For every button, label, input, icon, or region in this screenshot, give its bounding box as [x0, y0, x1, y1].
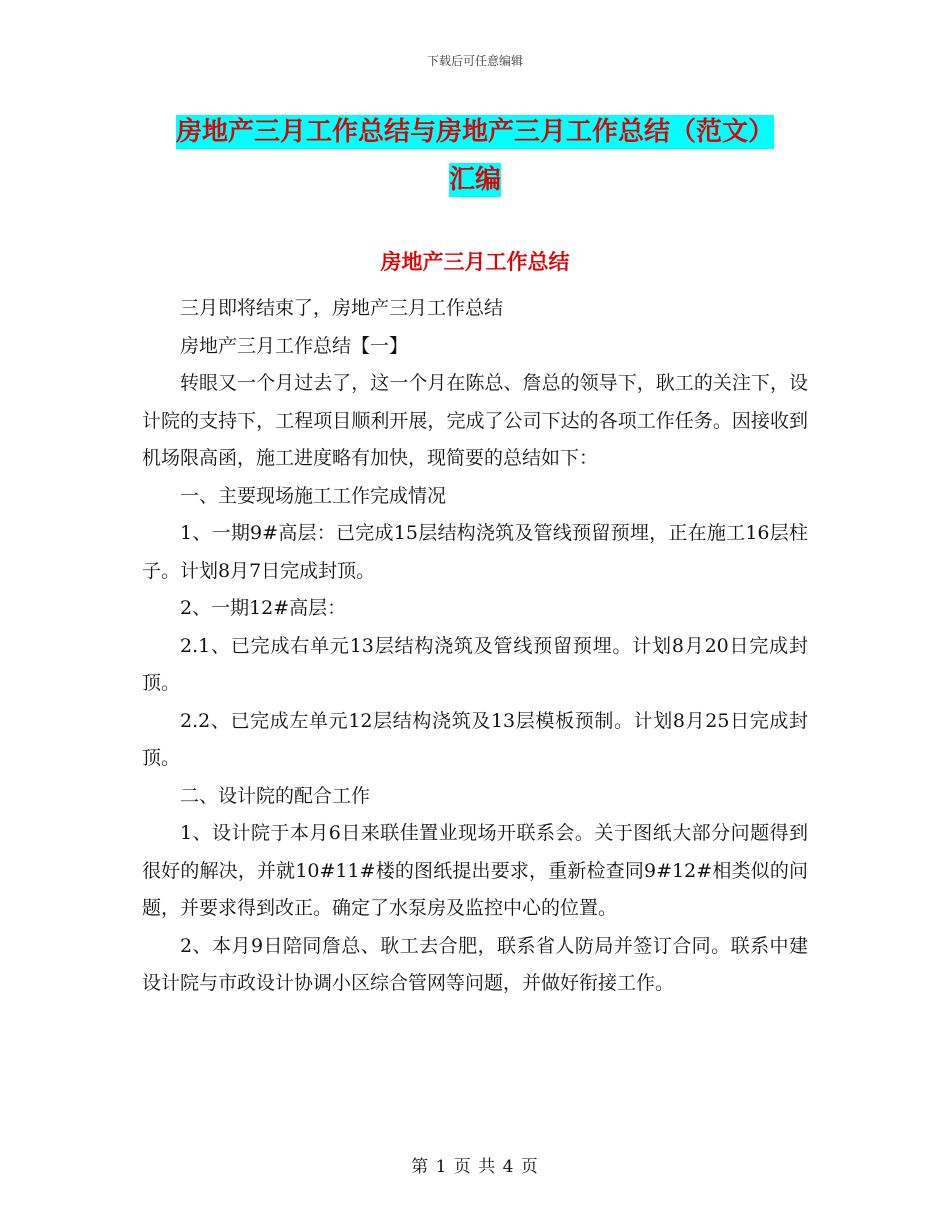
paragraph: 房地产三月工作总结【一】	[180, 334, 409, 357]
paragraph: 2.2、已完成左单元12层结构浇筑及13层模板预制。计划8月25日完成封顶。	[142, 709, 808, 769]
document-body	[142, 290, 808, 1003]
paragraph: 2.1、已完成右单元13层结构浇筑及管线预留预埋。计划8月20日完成封顶。	[142, 634, 808, 694]
paragraph: 2、本月9日陪同詹总、耿工去合肥，联系省人防局并签订合同。联系中建设计院与市政设计协调小区综合管网等问题，并做好衔接工作。	[142, 934, 808, 994]
document-title-line1: 房地产三月工作总结与房地产三月工作总结（范文）	[175, 117, 774, 147]
document-title-line2: 汇编	[448, 165, 501, 195]
paragraph: 2、一期12#高层：	[180, 597, 347, 619]
paragraph: 转眼又一个月过去了，这一个月在陈总、詹总的领导下，耿工的关注下，设计院的支持下，工程项目顺利开展，完成了公司下达的各项工作任务。因接收到机场限高函，施工进度略有加快，现简要的总结如下：	[142, 372, 808, 469]
page-footer: 第 1 页 共 4 页	[411, 1157, 539, 1177]
paragraph: 三月即将结束了，房地产三月工作总结	[180, 297, 504, 319]
section-title: 房地产三月工作总结	[380, 249, 570, 274]
paragraph: 1、设计院于本月6日来联佳置业现场开联系会。关于图纸大部分问题得到很好的解决，并就10#11#楼的图纸提出要求，重新检查同9#12#相类似的问题，并要求得到改正。确定了水泵房及监控中心的位置。	[142, 822, 808, 919]
paragraph: 一、主要现场施工工作完成情况	[180, 484, 447, 507]
document-title	[140, 108, 810, 204]
paragraph: 二、设计院的配合工作	[180, 784, 371, 807]
page-header: 下载后可任意编辑	[426, 54, 523, 68]
paragraph: 1、一期9#高层：已完成15层结构浇筑及管线预留预埋，正在施工16层柱子。计划8月7日完成封顶。	[142, 522, 808, 582]
